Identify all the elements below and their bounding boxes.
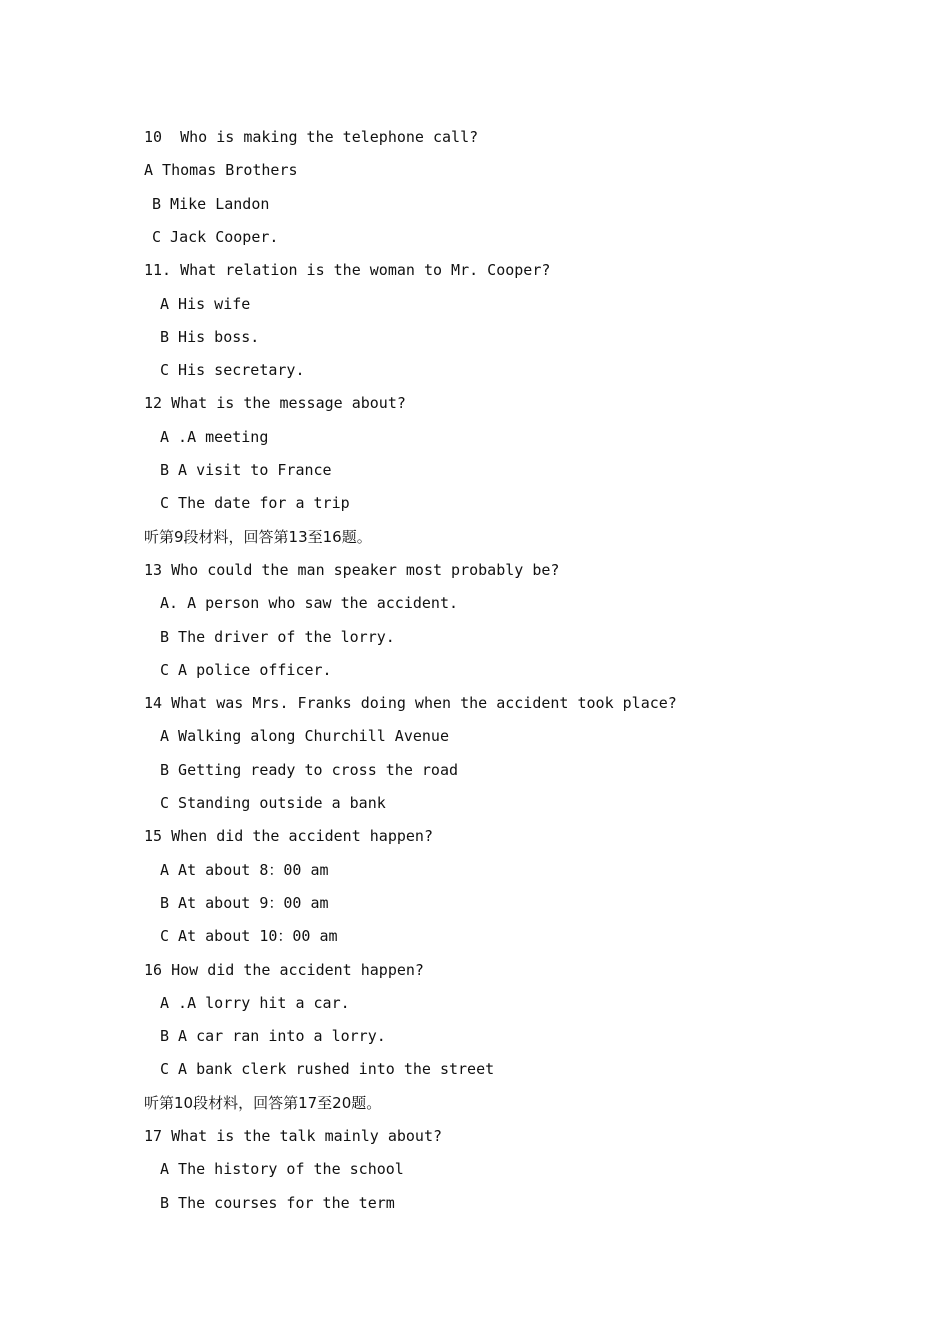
- question-text: 17 What is the talk mainly about?: [144, 1127, 443, 1145]
- answer-option: B A car ran into a lorry.: [160, 1027, 386, 1046]
- answer-option: B At about 9：00 am: [160, 893, 329, 912]
- question-text: 16 How did the accident happen?: [144, 960, 424, 979]
- answer-option: B A visit to France: [160, 461, 332, 479]
- section-heading: 听第10段材料，回答第17至20题。: [144, 1093, 382, 1112]
- question-text: 11. What relation is the woman to Mr. Cooper?: [144, 261, 551, 280]
- question-text: A Thomas Brothers: [144, 161, 298, 180]
- answer-option: A .A lorry hit a car.: [160, 993, 350, 1012]
- question-text: 15 When did the accident happen?: [144, 827, 433, 846]
- answer-option: C Jack Cooper.: [152, 227, 279, 246]
- answer-option: C His secretary.: [160, 361, 305, 380]
- question-text: 13 Who could the man speaker most probably be?: [144, 560, 560, 579]
- answer-option: A His wife: [160, 294, 251, 313]
- answer-option: B Getting ready to cross the road: [160, 760, 459, 779]
- answer-option: C Standing outside a bank: [160, 794, 386, 812]
- answer-option: B The driver of the lorry.: [160, 627, 395, 646]
- answer-option: C The date for a trip: [160, 494, 350, 513]
- section-heading: 听第9段材料，回答第13至16题。: [144, 527, 372, 546]
- answer-option: C A bank clerk rushed into the street: [160, 1060, 495, 1079]
- answer-option: A. A person who saw the accident.: [160, 594, 459, 613]
- answer-option: B His boss.: [160, 327, 260, 346]
- answer-option: A .A meeting: [160, 427, 269, 446]
- question-text: 14 What was Mrs. Franks doing when the accident took place?: [144, 694, 677, 713]
- answer-option: A The history of the school: [160, 1160, 404, 1179]
- answer-option: B Mike Landon: [152, 194, 270, 213]
- answer-option: A At about 8：00 am: [160, 860, 329, 879]
- answer-option: C A police officer.: [160, 660, 332, 679]
- question-text: 12 What is the message about?: [144, 394, 406, 413]
- answer-option: C At about 10：00 am: [160, 927, 338, 946]
- answer-option: B The courses for the term: [160, 1193, 395, 1212]
- answer-option: A Walking along Churchill Avenue: [160, 727, 449, 746]
- question-text: 10 Who is making the telephone call?: [144, 128, 479, 146]
